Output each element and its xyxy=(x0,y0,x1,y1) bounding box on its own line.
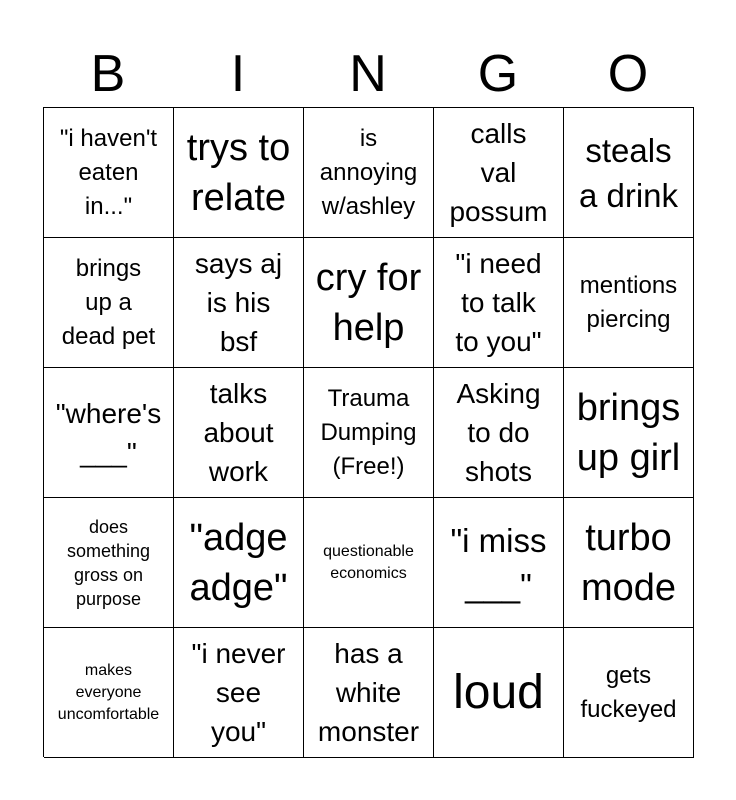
cell-text: Trauma Dumping (Free!) xyxy=(320,384,417,480)
bingo-cell[interactable] xyxy=(44,628,174,758)
cell-text: Asking to do shots xyxy=(456,378,541,487)
bingo-cell[interactable] xyxy=(564,498,694,628)
cell-text: calls val possum xyxy=(449,118,548,227)
cell-text: trys to relate xyxy=(186,126,291,219)
header-letter-i: I xyxy=(230,45,246,103)
cell-text: is annoying w/ashley xyxy=(319,124,418,220)
cell-text: questionable economics xyxy=(323,542,414,582)
cell-text: "where's ___" xyxy=(55,397,162,468)
header-letter-b: B xyxy=(90,45,126,103)
bingo-cell[interactable] xyxy=(304,628,434,758)
bingo-cell[interactable] xyxy=(174,628,304,758)
bingo-header xyxy=(43,40,693,108)
bingo-cell[interactable] xyxy=(564,628,694,758)
cell-text: brings up a dead pet xyxy=(61,254,156,350)
bingo-cell[interactable] xyxy=(44,238,174,368)
bingo-cell[interactable] xyxy=(174,368,304,498)
cell-text: talks about work xyxy=(203,378,274,487)
header-letter-o: O xyxy=(607,45,649,103)
cell-text: "i haven't eaten in..." xyxy=(59,124,158,220)
cell-text: has a white monster xyxy=(317,638,420,747)
cell-text: "i never see you" xyxy=(191,638,286,747)
bingo-cell[interactable] xyxy=(434,628,564,758)
bingo-cell[interactable] xyxy=(174,238,304,368)
bingo-board xyxy=(43,107,694,757)
bingo-cell[interactable] xyxy=(44,108,174,238)
bingo-cell[interactable] xyxy=(434,108,564,238)
bingo-cell[interactable] xyxy=(304,108,434,238)
header-letter-n: N xyxy=(349,45,387,103)
bingo-cell[interactable] xyxy=(174,498,304,628)
cell-text: mentions piercing xyxy=(579,271,678,333)
bingo-cell[interactable] xyxy=(304,498,434,628)
cell-text: does something gross on purpose xyxy=(66,516,151,609)
cell-text: cry for help xyxy=(315,256,422,349)
cell-text: "i need to talk to you" xyxy=(455,248,542,357)
cell-text: loud xyxy=(453,665,544,719)
cell-text: "i miss ___" xyxy=(450,521,547,604)
cell-text: turbo mode xyxy=(580,516,677,609)
bingo-cell[interactable] xyxy=(434,498,564,628)
cell-text: brings up girl xyxy=(576,386,681,479)
cell-text: gets fuckeyed xyxy=(580,661,677,723)
header-letter-g: G xyxy=(477,45,519,103)
cell-text: "adge adge" xyxy=(189,516,288,609)
bingo-cell[interactable] xyxy=(304,238,434,368)
bingo-cell[interactable] xyxy=(174,108,304,238)
bingo-cell[interactable] xyxy=(564,368,694,498)
cell-text: makes everyone uncomfortable xyxy=(57,661,160,723)
bingo-cell[interactable] xyxy=(44,498,174,628)
bingo-cell[interactable] xyxy=(564,238,694,368)
bingo-cell free-space[interactable] xyxy=(304,368,434,498)
cell-text: says aj is his bsf xyxy=(194,248,283,357)
bingo-cell[interactable] xyxy=(434,368,564,498)
bingo-cell[interactable] xyxy=(44,368,174,498)
cell-text: steals a drink xyxy=(578,131,679,214)
bingo-cell[interactable] xyxy=(564,108,694,238)
bingo-cell[interactable] xyxy=(434,238,564,368)
